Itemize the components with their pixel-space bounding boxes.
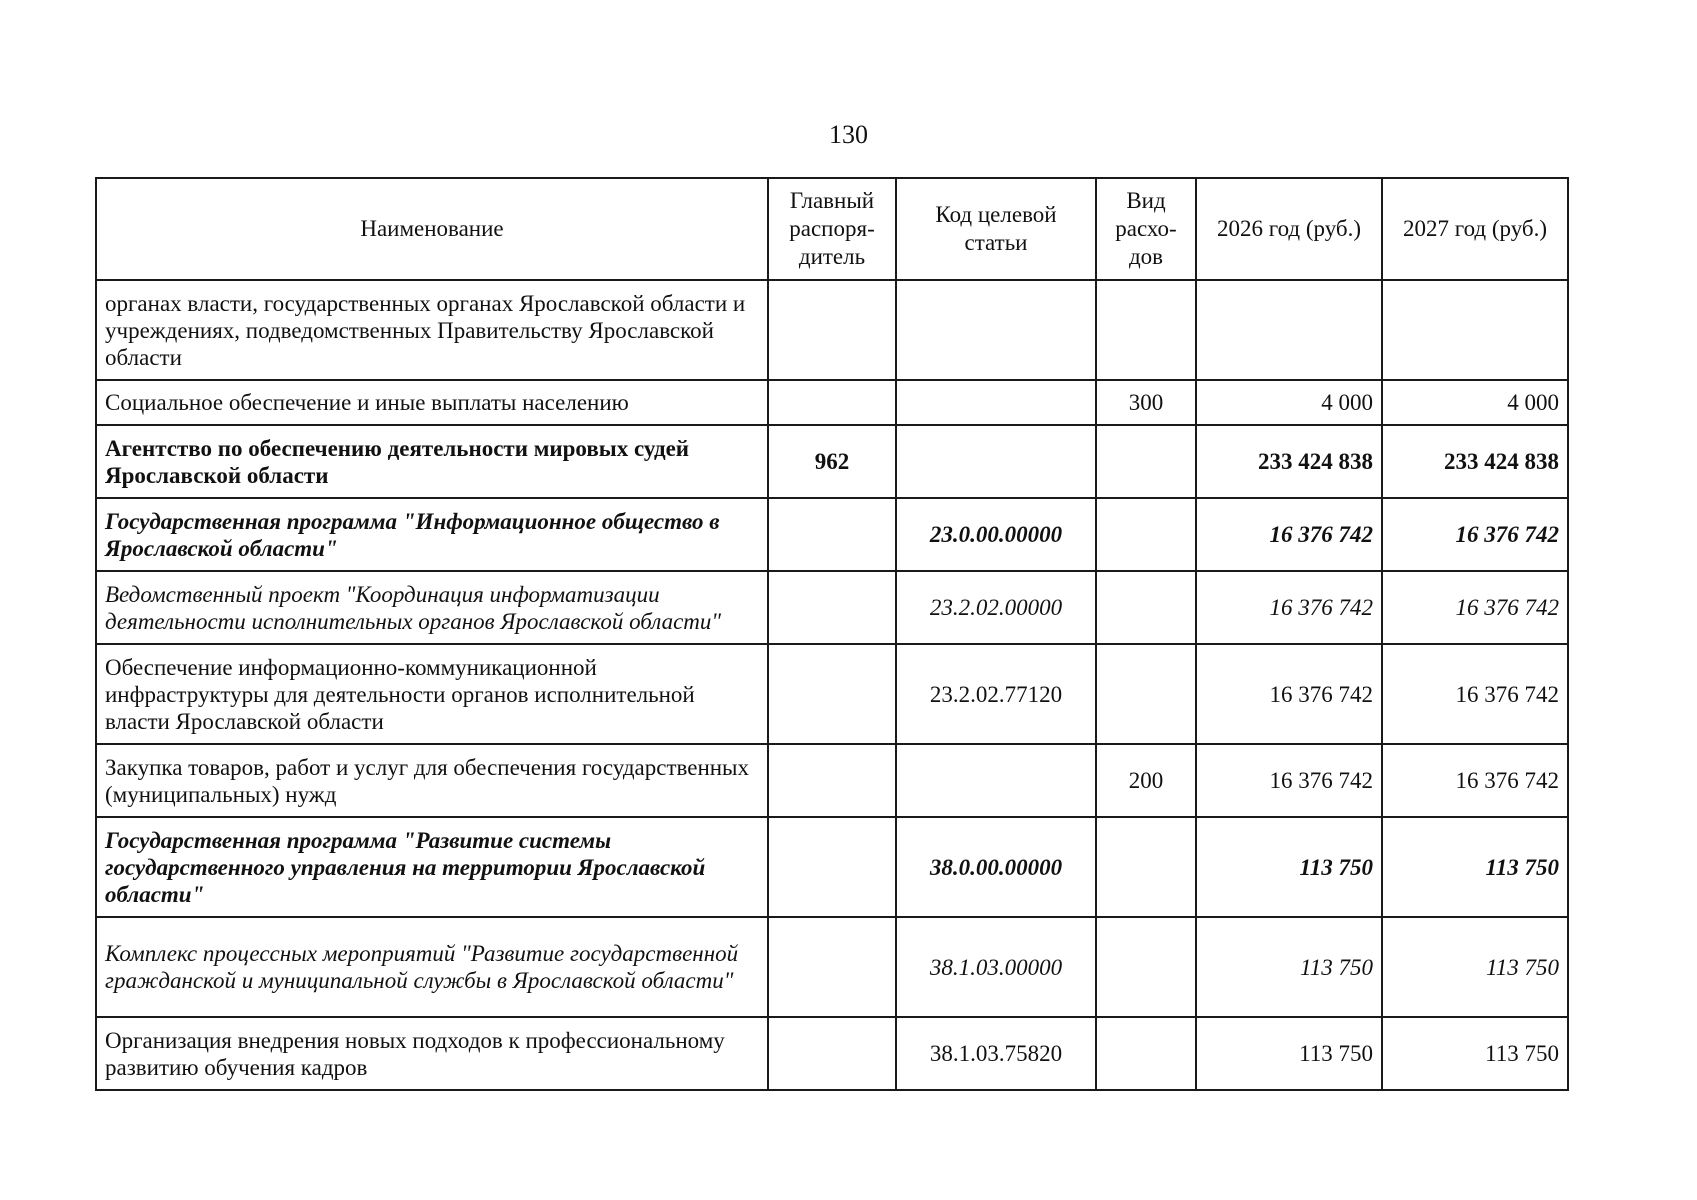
cell-name: органах власти, государственных органах Ярославской области и учреждениях, подведомственных Правительству Ярославской области <box>96 280 768 380</box>
table-row <box>96 280 1568 380</box>
cell-year-2026: 16 376 742 <box>1196 744 1382 817</box>
cell-expense-type <box>1096 280 1196 380</box>
cell-main-manager <box>768 280 896 380</box>
cell-year-2027: 16 376 742 <box>1382 644 1568 744</box>
cell-expense-type <box>1096 498 1196 571</box>
header-year-2027: 2027 год (руб.) <box>1382 178 1568 280</box>
cell-year-2027 <box>1382 280 1568 380</box>
cell-main-manager <box>768 571 896 644</box>
cell-year-2026: 16 376 742 <box>1196 644 1382 744</box>
cell-expense-type: 200 <box>1096 744 1196 817</box>
table-row <box>96 644 1568 744</box>
cell-target-code <box>896 280 1096 380</box>
cell-year-2026: 233 424 838 <box>1196 425 1382 498</box>
cell-expense-type: 300 <box>1096 380 1196 425</box>
cell-year-2026: 4 000 <box>1196 380 1382 425</box>
cell-year-2027: 16 376 742 <box>1382 571 1568 644</box>
cell-target-code: 38.0.00.00000 <box>896 817 1096 917</box>
cell-expense-type <box>1096 644 1196 744</box>
cell-expense-type <box>1096 425 1196 498</box>
cell-year-2027: 113 750 <box>1382 817 1568 917</box>
cell-expense-type <box>1096 571 1196 644</box>
cell-main-manager <box>768 1017 896 1090</box>
table-row <box>96 917 1568 1017</box>
page-number: 130 <box>829 120 868 149</box>
cell-year-2027: 16 376 742 <box>1382 744 1568 817</box>
cell-main-manager <box>768 917 896 1017</box>
cell-year-2026: 113 750 <box>1196 917 1382 1017</box>
table-row <box>96 1017 1568 1090</box>
cell-main-manager: 962 <box>768 425 896 498</box>
cell-name: Государственная программа "Развитие системы государственного управления на территории Ярославской области" <box>96 817 768 917</box>
cell-name: Агентство по обеспечению деятельности мировых судей Ярославской области <box>96 425 768 498</box>
cell-target-code: 38.1.03.75820 <box>896 1017 1096 1090</box>
header-expense-type: Вид расхо-дов <box>1096 178 1196 280</box>
table-row <box>96 817 1568 917</box>
header-name: Наименование <box>96 178 768 280</box>
cell-main-manager <box>768 644 896 744</box>
cell-year-2027: 16 376 742 <box>1382 498 1568 571</box>
table-row <box>96 425 1568 498</box>
cell-year-2026: 16 376 742 <box>1196 571 1382 644</box>
cell-target-code: 23.2.02.00000 <box>896 571 1096 644</box>
cell-main-manager <box>768 498 896 571</box>
header-main-manager: Главный распоря-дитель <box>768 178 896 280</box>
table-row <box>96 571 1568 644</box>
cell-name: Социальное обеспечение и иные выплаты населению <box>96 380 768 425</box>
cell-name: Комплекс процессных мероприятий "Развитие государственной гражданской и муниципальной службы в Ярославской области" <box>96 917 768 1017</box>
table-row <box>96 498 1568 571</box>
cell-year-2027: 233 424 838 <box>1382 425 1568 498</box>
cell-name: Организация внедрения новых подходов к профессиональному развитию обучения кадров <box>96 1017 768 1090</box>
cell-target-code: 38.1.03.00000 <box>896 917 1096 1017</box>
cell-name: Ведомственный проект "Координация информатизации деятельности исполнительных органов Ярославской области" <box>96 571 768 644</box>
cell-expense-type <box>1096 917 1196 1017</box>
cell-main-manager <box>768 817 896 917</box>
cell-main-manager <box>768 380 896 425</box>
cell-expense-type <box>1096 1017 1196 1090</box>
cell-target-code: 23.0.00.00000 <box>896 498 1096 571</box>
cell-year-2026 <box>1196 280 1382 380</box>
table-body <box>96 280 1568 1090</box>
cell-year-2027: 113 750 <box>1382 917 1568 1017</box>
cell-expense-type <box>1096 817 1196 917</box>
header-year-2026: 2026 год (руб.) <box>1196 178 1382 280</box>
header-target-code: Код целевой статьи <box>896 178 1096 280</box>
cell-target-code <box>896 380 1096 425</box>
cell-main-manager <box>768 744 896 817</box>
table-row <box>96 744 1568 817</box>
cell-year-2026: 16 376 742 <box>1196 498 1382 571</box>
cell-target-code <box>896 744 1096 817</box>
cell-target-code: 23.2.02.77120 <box>896 644 1096 744</box>
cell-year-2027: 113 750 <box>1382 1017 1568 1090</box>
cell-year-2027: 4 000 <box>1382 380 1568 425</box>
budget-table <box>95 177 1569 1091</box>
table-row <box>96 380 1568 425</box>
cell-name: Государственная программа "Информационное общество в Ярославской области" <box>96 498 768 571</box>
table-header <box>96 178 1568 280</box>
cell-year-2026: 113 750 <box>1196 817 1382 917</box>
cell-name: Обеспечение информационно-коммуникационной инфраструктуры для деятельности органов исполнительной власти Ярославской области <box>96 644 768 744</box>
cell-target-code <box>896 425 1096 498</box>
cell-name: Закупка товаров, работ и услуг для обеспечения государственных (муниципальных) нужд <box>96 744 768 817</box>
cell-year-2026: 113 750 <box>1196 1017 1382 1090</box>
